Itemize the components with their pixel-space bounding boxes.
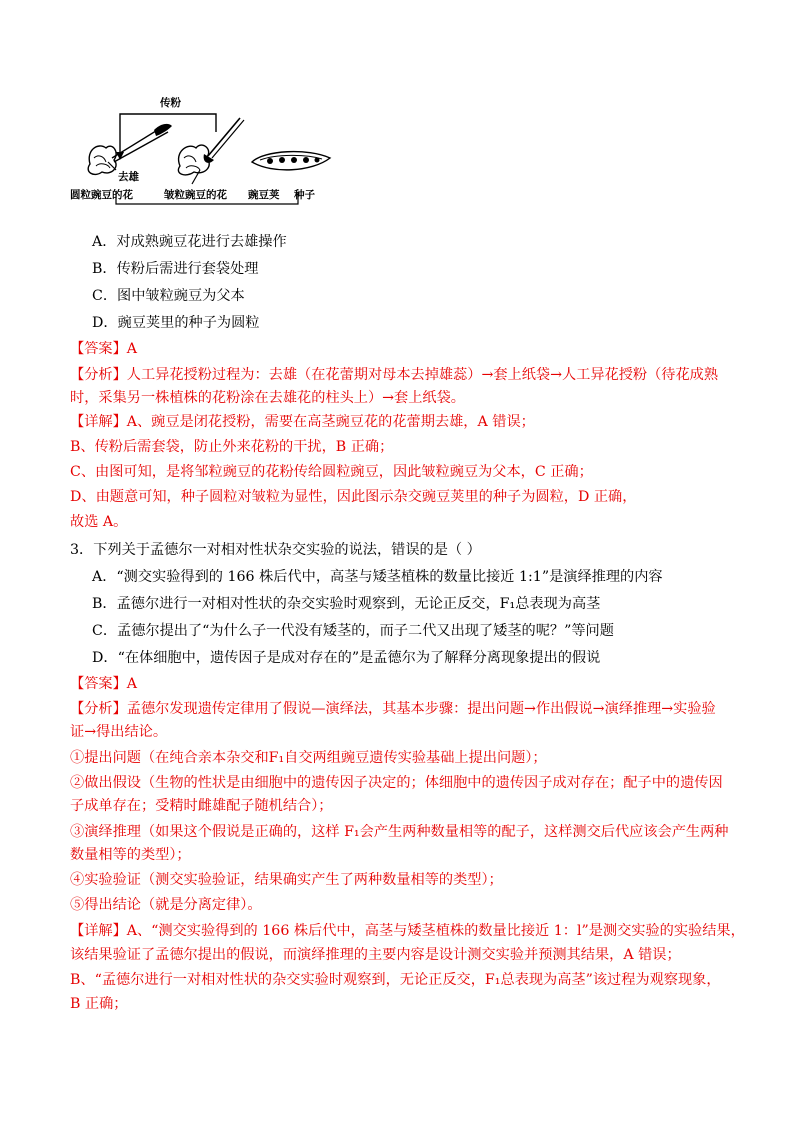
q3-analysis-line-3: ①提出问题（在纯合亲本杂交和F₁自交两组豌豆遗传实验基础上提出问题）；	[70, 750, 547, 766]
q3-detail-line-3: B、“孟德尔进行一对相对性状的杂交实验时观察到，无论正反交，F₁总表现为高茎”该过程为观察现象，	[70, 972, 721, 988]
q2-detail-line-1: 【详解】A、豌豆是闭花授粉，需要在高茎豌豆花的花蕾期去雄，A 错误；	[70, 414, 535, 430]
label-pea-pod: 豌豆荚	[248, 189, 280, 201]
label-seed: 种子	[294, 189, 315, 201]
q2-analysis-line-2: 时，采集另一株植株的花粉涂在去雄花的柱头上）→套上纸袋。	[70, 390, 465, 406]
q3-answer: 【答案】A	[70, 676, 137, 692]
q3-analysis-line-5: 子成单存在；受精时雌雄配子随机结合）；	[70, 798, 333, 814]
q3-analysis-line-4: ②做出假设（生物的性状是由细胞中的遗传因子决定的；体细胞中的遗传因子成对存在；配子中的遗传因	[70, 775, 723, 791]
wrinkled-pea-flower-icon	[178, 145, 209, 184]
q2-analysis-line-1: 【分析】人工异花授粉过程为：去雄（在花蕾期对母本去掉雄蕊）→套上纸袋→人工异花授粉（待花成熟	[70, 367, 719, 383]
q2-detail-line-2: B、传粉后需套袋，防止外来花粉的干扰，B 正确；	[70, 439, 394, 455]
brush-icon	[204, 118, 244, 163]
q3-detail-line-4: B 正确；	[70, 996, 128, 1012]
q3-analysis-line-8: ④实验验证（测交实验验证，结果确实产生了两种数量相等的类型）；	[70, 872, 503, 888]
pea-pod-icon	[252, 152, 330, 170]
q3-analysis-line-1: 【分析】孟德尔发现遗传定律用了假说—演绎法，其基本步骤：提出问题→作出假说→演绎推理→实验验	[70, 701, 716, 717]
label-emasculation: 去雄	[118, 171, 139, 183]
q3-detail-line-1: 【详解】A、“测交实验得到的 166 株后代中，高茎与矮茎植株的数量比接近 1：l”是测交实验的实验结果，	[70, 923, 745, 939]
q2-option-b: B．传粉后需进行套袋处理	[92, 261, 259, 277]
q3-analysis-line-7: 数量相等的类型）；	[70, 847, 191, 863]
q2-option-d: D．豌豆荚里的种子为圆粒	[92, 315, 260, 331]
q2-detail-line-5: 故选 A。	[70, 514, 128, 530]
round-pea-flower-icon	[88, 146, 116, 174]
q2-option-c: C．图中皱粒豌豆为父本	[92, 288, 245, 304]
label-pollination: 传粉	[160, 97, 181, 109]
q2-detail-line-4: D、由题意可知，种子圆粒对皱粒为显性，因此图示杂交豌豆荚里的种子为圆粒，D 正确，	[70, 489, 637, 505]
label-wrinkled-pea-flower: 皱粒豌豆的花	[164, 189, 227, 201]
q3-stem: 3．下列关于孟德尔一对相对性状杂交实验的说法，错误的是（ ）	[70, 542, 481, 558]
q2-answer: 【答案】A	[70, 341, 137, 357]
q3-analysis-line-2: 证→得出结论。	[70, 724, 168, 740]
q3-analysis-line-9: ⑤得出结论（就是分离定律）。	[70, 897, 262, 913]
q3-option-b: B．孟德尔进行一对相对性状的杂交实验时观察到，无论正反交，F₁总表现为高茎	[92, 596, 601, 612]
label-round-pea-flower: 圆粒豌豆的花	[70, 189, 133, 201]
q2-detail-line-3: C、由图可知，是将邹粒豌豆的花粉传给圆粒豌豆，因此皱粒豌豆为父本，C 正确；	[70, 464, 593, 480]
pollination-diagram	[68, 92, 338, 207]
q2-option-a: A．对成熟豌豆花进行去雄操作	[92, 234, 287, 250]
q3-analysis-line-6: ③演绎推理（如果这个假说是正确的，这样 F₁会产生两种数量相等的配子，这样测交后代应该会产生两种	[70, 824, 729, 840]
q3-detail-line-2: 该结果验证了孟德尔提出的假说，而演绎推理的主要内容是设计测交实验并预测其结果，A 错误；	[70, 947, 681, 963]
q3-option-c: C．孟德尔提出了“为什么子一代没有矮茎的，而子二代又出现了矮茎的呢？”等问题	[92, 623, 614, 639]
q3-option-d: D．“在体细胞中，遗传因子是成对存在的”是孟德尔为了解释分离现象提出的假说	[92, 650, 601, 666]
q3-option-a: A．“测交实验得到的 166 株后代中，高茎与矮茎植株的数量比接近 1:1”是演绎推理的内容	[92, 569, 663, 585]
